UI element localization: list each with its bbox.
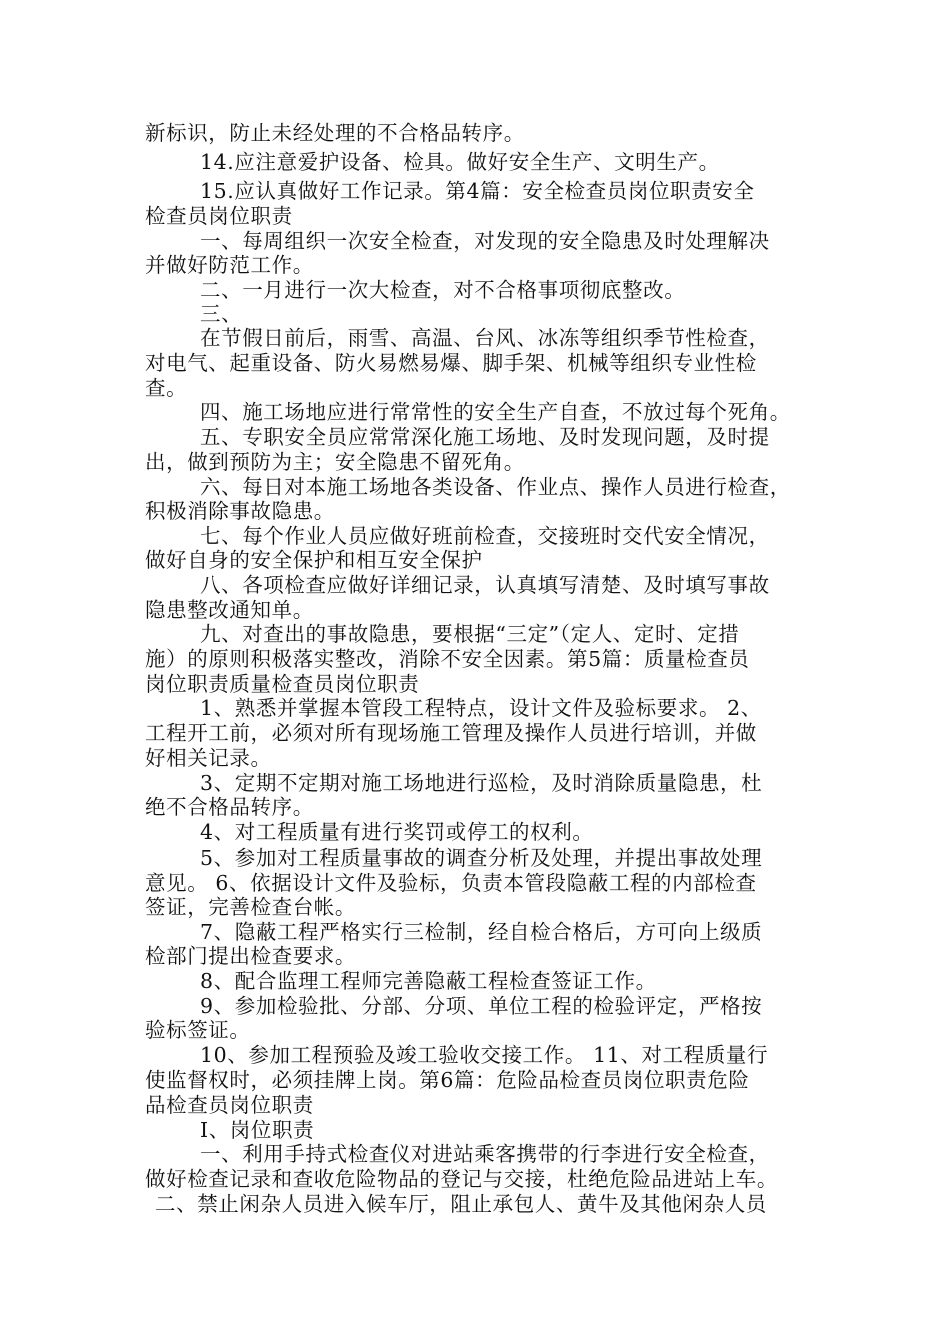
text-line: 好相关记录。	[145, 746, 272, 770]
text-line: 岗位职责质量检查员岗位职责	[145, 672, 420, 696]
text-line: 一、每周组织一次安全检查，对发现的安全隐患及时处理解决	[200, 229, 770, 253]
text-line: 对电气、起重设备、防火易燃易爆、脚手架、机械等组织专业性检	[145, 351, 757, 375]
text-line: 工程开工前，必须对所有现场施工管理及操作人员进行培训，并做	[145, 721, 757, 745]
text-line: 八、各项检查应做好详细记录，认真填写清楚、及时填写事故	[200, 573, 770, 597]
text-line: 积极消除事故隐患。	[145, 499, 335, 523]
text-line: 检查员岗位职责	[145, 204, 293, 228]
text-line: 绝不合格品转序。	[145, 795, 314, 819]
text-line: 4、对工程质量有进行奖罚或停工的权利。	[200, 820, 594, 844]
text-line: 三、	[200, 302, 243, 326]
text-line: 七、每个作业人员应做好班前检查，交接班时交代安全情况，	[200, 524, 770, 548]
text-line: 新标识，防止未经处理的不合格品转序。	[145, 121, 525, 145]
text-line: 出，做到预防为主；安全隐患不留死角。	[145, 450, 525, 474]
text-line: 并做好防范工作。	[145, 253, 314, 277]
text-line: 9、参加检验批、分部、分项、单位工程的检验评定，严格按	[200, 994, 763, 1018]
text-line: 使监督权时，必须挂牌上岗。第6篇：危险品检查员岗位职责危险	[145, 1068, 750, 1092]
text-line: 14.应注意爱护设备、检具。做好安全生产、文明生产。	[200, 150, 720, 174]
text-line: 六、每日对本施工场地各类设备、作业点、操作人员进行检查，	[200, 475, 791, 499]
text-line: 九、对查出的事故隐患，要根据“三定”（定人、定时、定措	[200, 622, 740, 646]
text-line: 二、一月进行一次大检查，对不合格事项彻底整改。	[200, 278, 686, 302]
text-line: 5、参加对工程质量事故的调查分析及处理，并提出事故处理	[200, 846, 763, 870]
text-line: 验标签证。	[145, 1018, 251, 1042]
text-line: 施）的原则积极落实整改，消除不安全因素。第5篇：质量检查员	[145, 647, 750, 671]
text-line: 品检查员岗位职责	[145, 1093, 314, 1117]
text-line: 10、参加工程预验及竣工验收交接工作。 11、对工程质量行	[200, 1043, 769, 1067]
text-line: 7、隐蔽工程严格实行三检制，经自检合格后，方可向上级质	[200, 920, 763, 944]
text-line: 1、熟悉并掌握本管段工程特点，设计文件及验标要求。 2、	[200, 696, 762, 720]
text-line: 意见。 6、依据设计文件及验标，负责本管段隐蔽工程的内部检查	[145, 871, 757, 895]
text-line: 四、施工场地应进行常常性的安全生产自查，不放过每个死角。	[200, 400, 791, 424]
text-line: 8、配合监理工程师完善隐蔽工程检查签证工作。	[200, 969, 657, 993]
text-line: 隐患整改通知单。	[145, 598, 314, 622]
text-line: 签证，完善检查台帐。	[145, 895, 356, 919]
text-line: 3、定期不定期对施工场地进行巡检，及时消除质量隐患，杜	[200, 771, 763, 795]
text-line: Ⅰ、岗位职责	[200, 1118, 315, 1142]
text-line: 查。	[145, 376, 188, 400]
text-line: 五、专职安全员应常常深化施工场地、及时发现问题，及时提	[200, 425, 770, 449]
text-line: 15.应认真做好工作记录。第4篇：安全检查员岗位职责安全	[200, 179, 755, 203]
text-line: 做好检查记录和查收危险物品的登记与交接，杜绝危险品进站上车。	[145, 1167, 778, 1191]
text-line: 一、利用手持式检查仪对进站乘客携带的行李进行安全检查，	[200, 1142, 770, 1166]
text-line: 在节假日前后，雨雪、高温、台风、冰冻等组织季节性检查，	[200, 326, 770, 350]
text-line: 二、禁止闲杂人员进入候车厅，阻止承包人、黄牛及其他闲杂人员	[155, 1192, 767, 1216]
text-line: 做好自身的安全保护和相互安全保护	[145, 548, 483, 572]
text-line: 检部门提出检查要求。	[145, 944, 356, 968]
